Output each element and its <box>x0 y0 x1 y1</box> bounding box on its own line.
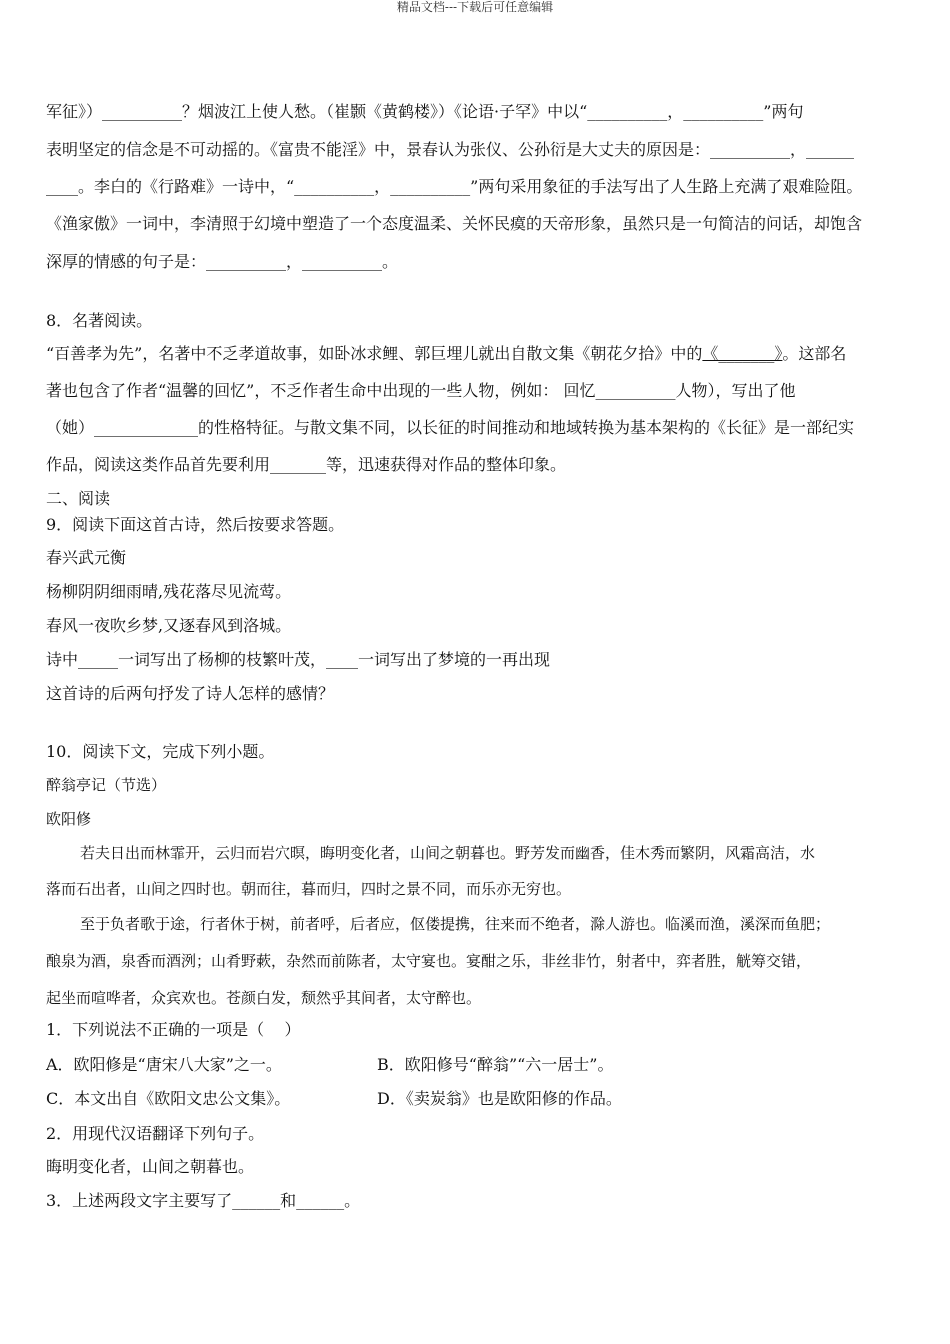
q8-title: 8．名著阅读。 <box>46 311 153 330</box>
q10-para2-line3: 起坐而喧哗者，众宾欢也。苍颜白发，颓然乎其间者，太守醉也。 <box>46 989 482 1007</box>
q10-para2-line1: 至于负者歌于途，行者休于树，前者呼，后者应，伛偻提携，往来而不绝者，滁人游也。临溪而渔，溪深而鱼肥； <box>80 915 831 933</box>
q10-para1-line2: 落而石出者，山间之四时也。朝而往，暮而归，四时之景不同，而乐亦无穷也。 <box>46 880 572 898</box>
q10-sub2-sentence: 晦明变化者，山间之朝暮也。 <box>46 1157 255 1176</box>
q10-option-d: D．《卖炭翁》也是欧阳修的作品。 <box>377 1089 622 1108</box>
q10-para1-line1: 若夫日出而林霏开，云归而岩穴暝，晦明变化者，山间之朝暮也。野芳发而幽香，佳木秀而繁阴，风霜高洁，水 <box>80 844 816 862</box>
q8-line-3: （她）_____________的性格特征。与散文集不同，以长征的时间推动和地域转换为基本架构的《长征》是一部纪实 <box>46 418 855 437</box>
q9-poem-line-1: 杨柳阴阴细雨晴,残花落尽见流莺。 <box>46 582 292 601</box>
q8-blank-book: 《_______》 <box>702 344 783 363</box>
q7-line-4: 《渔家傲》一词中，李清照于幻境中塑造了一个态度温柔、关怀民瘼的天帝形象，虽然只是一句简洁的问话，却饱含 <box>46 214 863 233</box>
q9-title: 9．阅读下面这首古诗，然后按要求答题。 <box>46 515 345 534</box>
q7-line-5: 深厚的情感的句子是：__________，__________。 <box>46 252 399 271</box>
q8-line-1-b: 。这部名 <box>782 344 847 363</box>
q9-poem-title: 春兴武元衡 <box>46 548 127 567</box>
q7-line-2: 表明坚定的信念是不可动摇的。《富贵不能淫》中，景春认为张仪、公孙衍是大丈夫的原因是：__________，______ <box>46 140 855 159</box>
q8-line-1-a: “百善孝为先”，名著中不乏孝道故事，如卧冰求鲤、郭巨埋儿就出自散文集《朝花夕拾》中的 <box>46 344 703 363</box>
q9-poem-line-2: 春风一夜吹乡梦,又逐春风到洛城。 <box>46 616 292 635</box>
q8-line-2: 著也包含了作者“温馨的回忆”，不乏作者生命中出现的一些人物，例如： 回忆__________人物），写出了他 <box>46 381 796 400</box>
q8-line-1 <box>46 344 846 364</box>
q9-question-2: 这首诗的后两句抒发了诗人怎样的感情？ <box>46 684 335 703</box>
page-header: 精品文档---下载后可任意编辑 <box>396 0 554 14</box>
q10-sub2: 2．用现代汉语翻译下列句子。 <box>46 1124 265 1143</box>
section-2-heading: 二、阅读 <box>46 489 111 508</box>
q10-option-b: B．欧阳修号“醉翁”“六一居士”。 <box>377 1055 614 1074</box>
q10-text-title: 醉翁亭记（节选） <box>46 776 167 794</box>
q10-title: 10．阅读下文，完成下列小题。 <box>46 742 275 761</box>
q10-author: 欧阳修 <box>46 810 92 828</box>
q7-line-1: 军征》）__________？烟波江上使人愁。（崔颢《黄鹤楼》）《论语·子罕》中以“__________，__________”两句 <box>46 102 804 121</box>
q7-line-3: ____。李白的《行路难》一诗中，“__________，__________”两句采用象征的手法写出了人生路上充满了艰难险阻。 <box>46 177 863 196</box>
q8-line-4: 作品，阅读这类作品首先要利用_______等，迅速获得对作品的整体印象。 <box>46 455 567 474</box>
q10-option-c: C．本文出自《欧阳文忠公文集》。 <box>46 1089 291 1108</box>
q10-sub3: 3．上述两段文字主要写了______和______。 <box>46 1191 361 1210</box>
q10-para2-line2: 酿泉为酒，泉香而酒洌；山肴野蔌，杂然而前陈者，太守宴也。宴酣之乐，非丝非竹，射者中，弈者胜，觥筹交错， <box>46 952 812 970</box>
q9-question-1: 诗中_____一词写出了杨柳的枝繁叶茂，____一词写出了梦境的一再出现 <box>46 650 551 669</box>
q10-sub1: 1．下列说法不正确的一项是（ ） <box>46 1020 301 1039</box>
q10-option-a: A．欧阳修是“唐宋八大家”之一。 <box>46 1055 282 1074</box>
